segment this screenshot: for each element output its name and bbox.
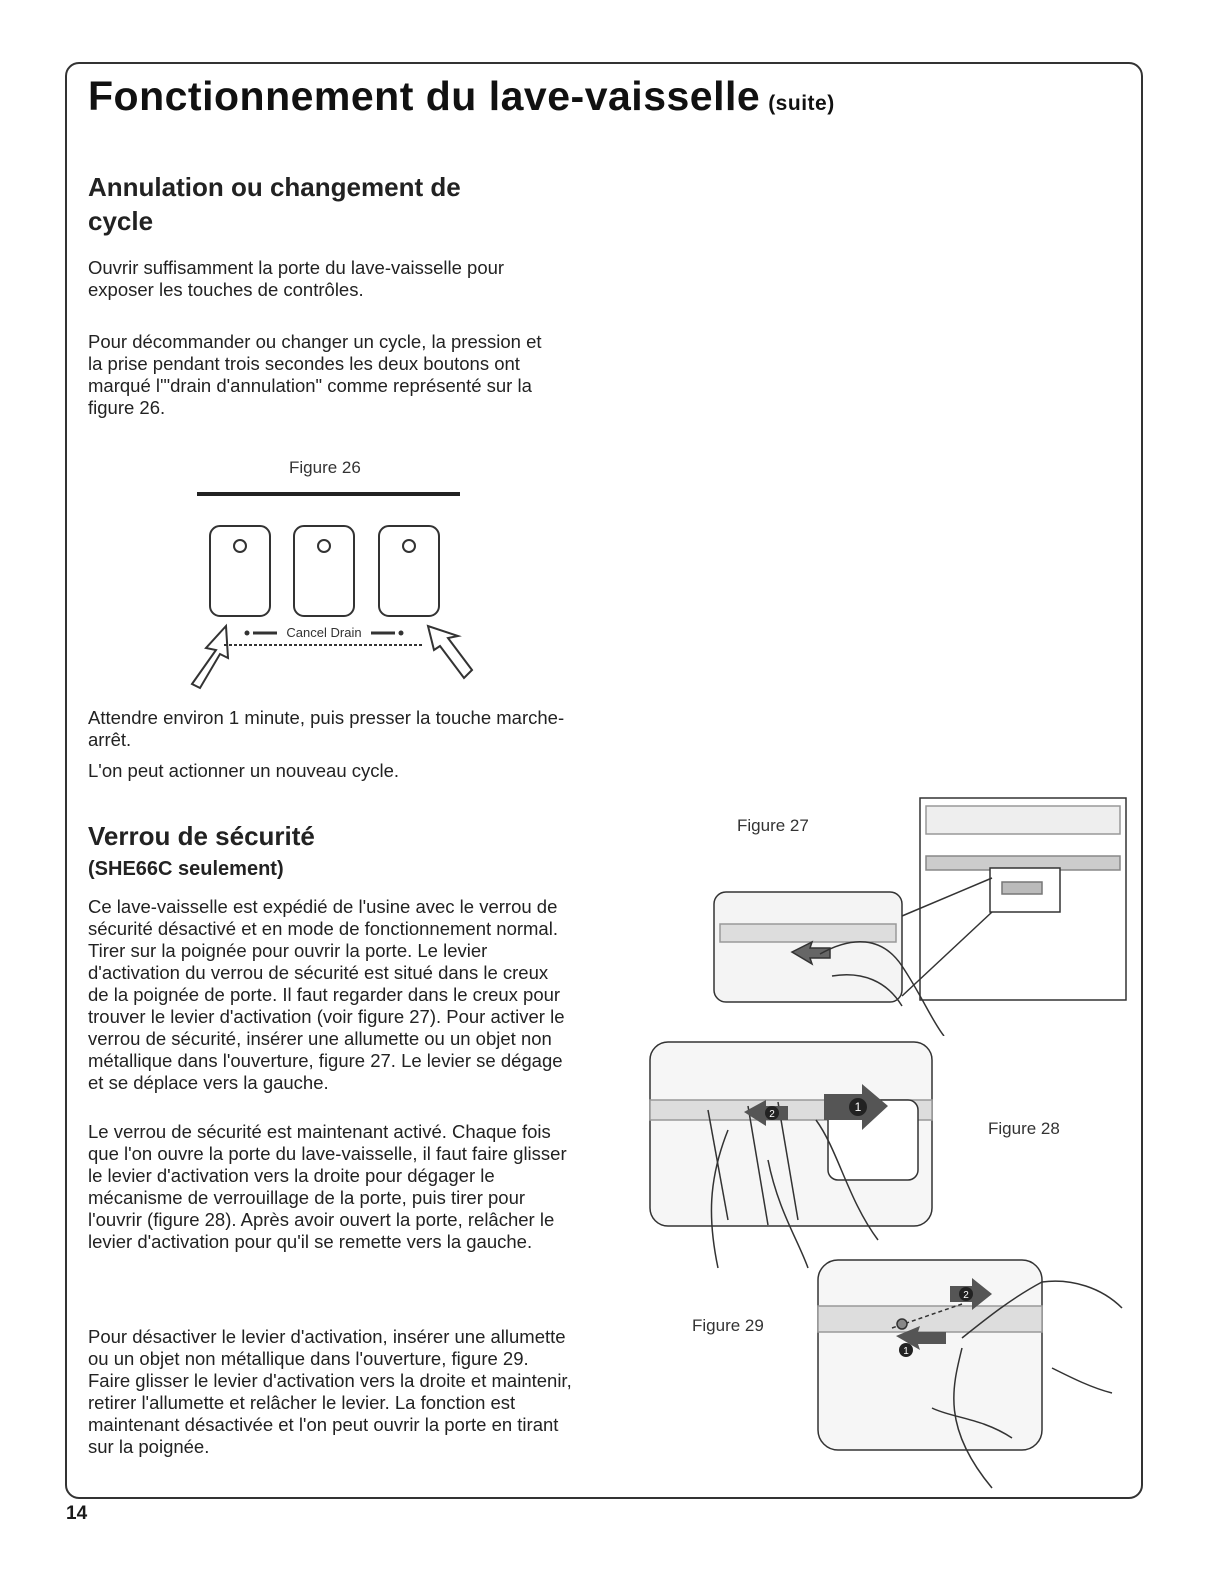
- button-3-indicator: [403, 540, 415, 552]
- page-title: Fonctionnement du lave-vaisselle (suite): [88, 73, 835, 119]
- arrow-left-icon: [192, 626, 228, 688]
- cancel-drain-label: Cancel Drain: [286, 625, 362, 640]
- figure-26-illustration: [160, 488, 490, 698]
- heading-line-2: cycle: [88, 206, 154, 236]
- paragraph-open-door: Ouvrir suffisamment la porte du lave-vaisselle pour exposer les touches de contrôles.: [88, 257, 505, 300]
- section-heading-safety-lock: Verrou de sécurité: [88, 821, 315, 851]
- step-2-marker: 2: [963, 1290, 969, 1301]
- step-1-marker: 1: [903, 1346, 909, 1357]
- button-1-indicator: [234, 540, 246, 552]
- figure-26-label: Figure 26: [289, 458, 361, 477]
- paragraph-wait: Attendre environ 1 minute, puis presser la touche marche-arrêt.: [88, 707, 565, 750]
- paragraph-lock-activated: Le verrou de sécurité est maintenant activé. Chaque fois que l'on ouvre la porte du lave-vaisselle, il faut faire glisser le levier d'activation vers la droite pour dégager le mécanisme de verrouillage de la porte, puis tirer pour l'ouvrir (figure 28). Après avoir ouvert la porte, relâcher le levier d'activation pour qu'il se remette vers la gauche.: [88, 1121, 567, 1252]
- figure-26-rule: [197, 492, 460, 496]
- figure-27-illustration: [712, 796, 1132, 1036]
- figure-29-label: Figure 29: [692, 1316, 764, 1335]
- figure-29-illustration: [812, 1258, 1132, 1490]
- title-suffix: (suite): [768, 92, 835, 115]
- handle-recess-photo: [818, 1260, 1042, 1450]
- figure-27-label: Figure 27: [737, 816, 809, 835]
- paragraph-lock-deactivate: Pour désactiver le levier d'activation, insérer une allumette ou un objet non métallique dans l'ouverture, figure 29. Faire glisser le levier d'activation vers la droite et maintenir, retirer l'allumette et relâcher le levier. La fonction est maintenant désactivée et l'on peut ouvrir la porte en tirant sur la poignée.: [88, 1326, 572, 1457]
- section-subheading-model: (SHE66C seulement): [88, 858, 284, 880]
- figure-28-illustration: [648, 1040, 940, 1270]
- step-2-marker: 2: [769, 1109, 775, 1120]
- paragraph-cancel-instructions: Pour décommander ou changer un cycle, la pression et la prise pendant trois secondes les deux boutons ont marqué l'"drain d'annulation" comme représenté sur la figure 26.: [88, 331, 542, 418]
- arrow-right-icon: [428, 626, 472, 678]
- page-number: 14: [66, 1503, 88, 1524]
- step-1-marker: 1: [854, 1100, 862, 1114]
- figure-28-label: Figure 28: [988, 1119, 1060, 1138]
- button-2-indicator: [318, 540, 330, 552]
- paragraph-new-cycle: L'on peut actionner un nouveau cycle.: [88, 760, 400, 781]
- heading-line-1: Annulation ou changement de: [88, 172, 461, 202]
- paragraph-lock-intro: Ce lave-vaisselle est expédié de l'usine avec le verrou de sécurité désactivé et en mode de fonctionnement normal. Tirer sur la poignée pour ouvrir la porte. Le levier d'activation du verrou de sécurité est situé dans le creux de la poignée de porte. Il faut regarder dans le creux pour trouver le levier d'activation (voir figure 27). Pour activer le verrou de sécurité, insérer une allumette ou un objet non métallique dans l'ouverture, figure 27. Le levier se dégage et se déplace vers la gauche.: [88, 896, 565, 1093]
- section-heading-cancel: [88, 170, 588, 238]
